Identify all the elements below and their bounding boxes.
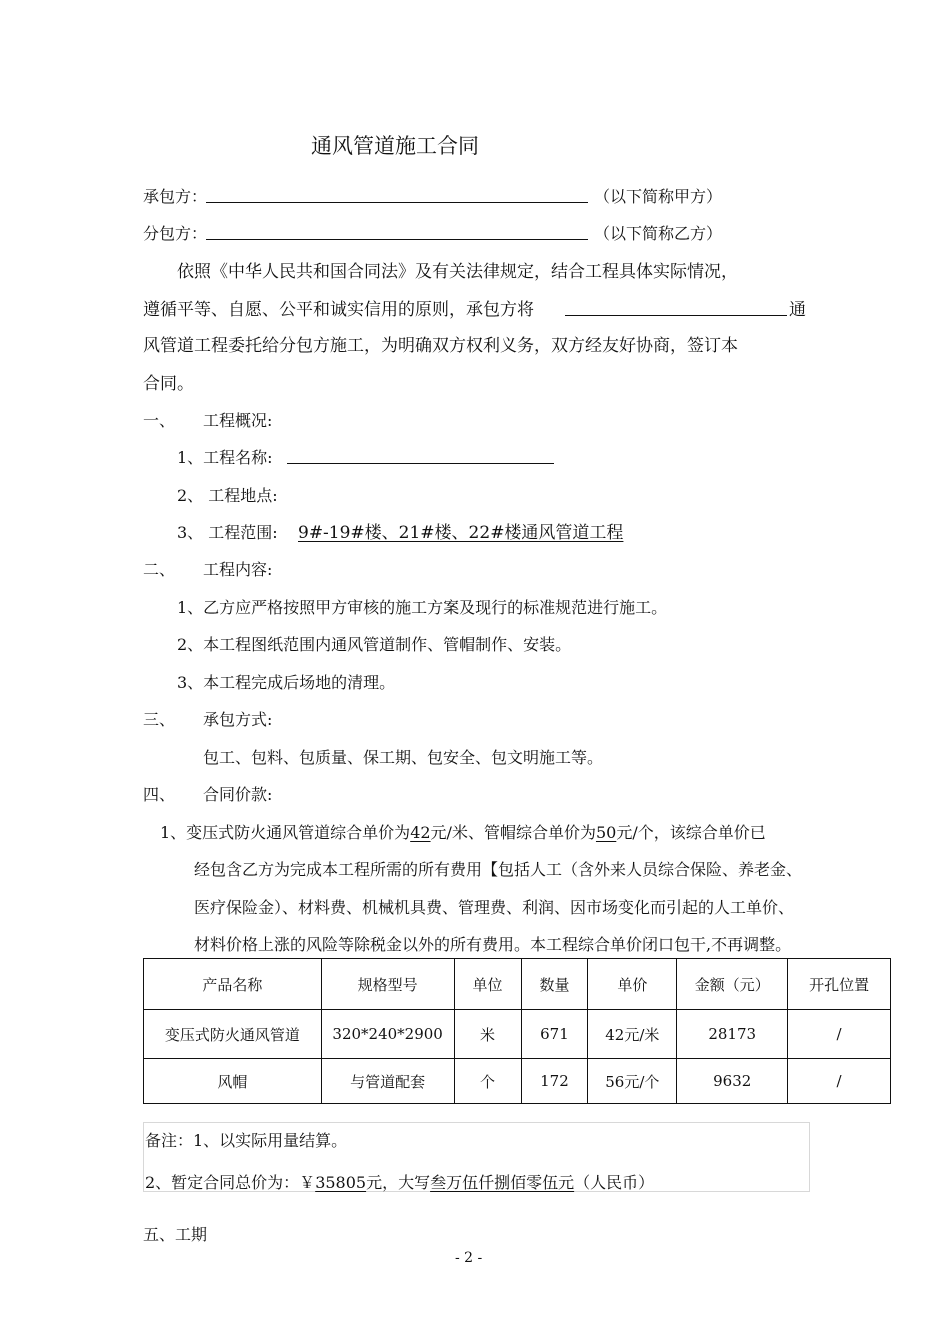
- table-cell: 变压式防火通风管道: [144, 1010, 322, 1059]
- document-title: 通风管道施工合同: [311, 134, 479, 158]
- table-cell: 风帽: [144, 1059, 322, 1104]
- section-2-number: 二、: [143, 560, 176, 579]
- table-cell: 个: [454, 1059, 521, 1104]
- intro-blank: [565, 295, 787, 316]
- total-amount-words: 叁万伍仟捌佰零伍元: [430, 1173, 575, 1192]
- section-3-title: 承包方式:: [203, 710, 273, 729]
- table-header-cell: 数量: [521, 959, 588, 1010]
- price-text-a: 1、变压式防火通风管道综合单价为: [160, 823, 411, 842]
- table-row: [144, 1059, 891, 1104]
- table-row: [144, 1010, 891, 1059]
- project-scope-value: 9#-19#楼、21#楼、22#楼通风管道工程: [298, 523, 624, 543]
- contract-method: 包工、包料、包质量、保工期、包安全、包文明施工等。: [203, 748, 604, 767]
- table-cell: 9632: [677, 1059, 788, 1104]
- price-paragraph-line-4: 材料价格上涨的风险等除税金以外的所有费用。本工程综合单价闭口包干,不再调整。: [194, 935, 792, 954]
- note-text-b: 元，大写: [366, 1173, 431, 1192]
- table-cell: 671: [521, 1010, 588, 1059]
- project-name-label: 1、工程名称:: [177, 448, 273, 467]
- table-cell: 28173: [677, 1010, 788, 1059]
- intro-line-3: 风管道工程委托给分包方施工，为明确双方权利义务，双方经友好协商，签订本: [143, 336, 738, 356]
- table-header-row: [144, 959, 891, 1010]
- note-line-1: 备注：1、以实际用量结算。: [145, 1131, 348, 1150]
- table-header-cell: 产品名称: [144, 959, 322, 1010]
- intro-line-2a: 遵循平等、自愿、公平和诚实信用的原则，承包方将: [143, 300, 534, 320]
- intro-line-1: 依照《中华人民共和国合同法》及有关法律规定，结合工程具体实际情况，: [177, 262, 738, 282]
- section-1-title: 工程概况:: [203, 411, 273, 430]
- project-name-blank: [287, 445, 554, 464]
- table-cell: 42元/米: [588, 1010, 677, 1059]
- party-b-suffix: （以下简称乙方）: [594, 224, 723, 243]
- table-header-cell: 单价: [588, 959, 677, 1010]
- section-1-number: 一、: [143, 411, 176, 430]
- table-header-cell: 金额（元）: [677, 959, 788, 1010]
- table-cell: 320*240*2900: [321, 1010, 454, 1059]
- price-table: [143, 958, 891, 1104]
- cap-unit-price: 50: [595, 823, 617, 842]
- table-header-cell: 单位: [454, 959, 521, 1010]
- table-cell: /: [788, 1010, 891, 1059]
- table-header-cell: 开孔位置: [788, 959, 891, 1010]
- table-cell: 172: [521, 1059, 588, 1104]
- price-paragraph-line-2: 经包含乙方为完成本工程所需的所有费用【包括人工（含外来人员综合保险、养老金、: [194, 860, 803, 879]
- page-number: - 2 -: [455, 1250, 483, 1266]
- price-text-b: 元/米、管帽综合单价为: [430, 823, 596, 842]
- section-4-number: 四、: [143, 785, 176, 804]
- table-cell: 与管道配套: [321, 1059, 454, 1104]
- table-cell: /: [788, 1059, 891, 1104]
- price-paragraph-line-3: 医疗保险金）、材料费、机械机具费、管理费、利润、因市场变化而引起的人工单价、: [194, 898, 795, 917]
- note-text-a: 2、暂定合同总价为：￥: [145, 1173, 316, 1192]
- party-b-label: 分包方：: [143, 224, 208, 243]
- section-5-title: 五、工期: [143, 1225, 208, 1244]
- total-amount: 35805: [315, 1173, 367, 1192]
- content-item-3: 3、本工程完成后场地的清理。: [177, 673, 396, 692]
- duct-unit-price: 42: [410, 823, 431, 842]
- party-a-suffix: （以下简称甲方）: [594, 187, 723, 206]
- section-2-title: 工程内容:: [203, 560, 273, 579]
- party-b-blank: [206, 221, 588, 240]
- project-location-label: 2、 工程地点:: [177, 486, 278, 505]
- table-cell: 米: [454, 1010, 521, 1059]
- section-4-title: 合同价款:: [203, 785, 273, 804]
- party-a-blank: [206, 184, 588, 203]
- intro-line-4: 合同。: [143, 374, 194, 394]
- price-paragraph-line-1: [160, 820, 766, 843]
- price-text-c: 元/个，该综合单价已: [616, 823, 766, 842]
- table-cell: 56元/个: [588, 1059, 677, 1104]
- content-item-2: 2、本工程图纸范围内通风管道制作、管帽制作、安装。: [177, 635, 572, 654]
- content-item-1: 1、乙方应严格按照甲方审核的施工方案及现行的标准规范进行施工。: [177, 598, 668, 617]
- note-text-c: （人民币）: [574, 1173, 655, 1192]
- table-header-cell: 规格型号: [321, 959, 454, 1010]
- project-scope-label: 3、 工程范围:: [177, 523, 278, 542]
- intro-line-2b: 通: [789, 300, 806, 320]
- party-a-label: 承包方：: [143, 187, 208, 206]
- section-3-number: 三、: [143, 710, 176, 729]
- note-line-2: [145, 1170, 654, 1193]
